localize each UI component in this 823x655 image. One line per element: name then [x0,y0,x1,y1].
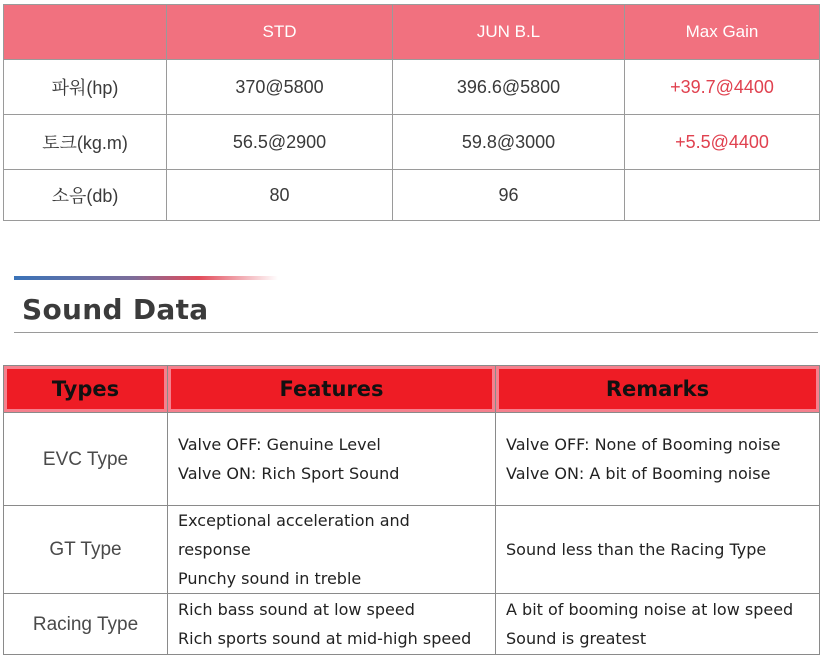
sound-features [168,506,496,594]
feature-line: Valve OFF: Genuine Level [178,435,381,454]
sound-header-features [168,366,496,413]
feature-line: Rich sports sound at mid-high speed [178,629,472,648]
sound-data-table [3,365,820,655]
gain-value: +5.5@4400 [625,115,820,170]
sound-remarks [496,413,820,506]
heading-divider [14,332,818,333]
feature-line: Rich bass sound at low speed [178,600,415,619]
table-row [4,170,820,221]
sound-header-types-label: Types [7,369,164,409]
std-value: 56.5@2900 [167,115,393,170]
section-title: Sound Data [22,293,209,326]
row-label: 소음(db) [4,170,167,221]
sound-header-features-label: Features [171,369,492,409]
sound-header-remarks-label: Remarks [499,369,816,409]
sound-header-remarks [496,366,820,413]
performance-table [3,4,820,221]
jun-value: 96 [393,170,625,221]
sound-remarks [496,506,820,594]
sound-header-types [4,366,168,413]
performance-header-gain: Max Gain [625,5,820,60]
table-row [4,60,820,115]
std-value: 370@5800 [167,60,393,115]
sound-header-row [4,366,820,413]
performance-header-corner [4,5,167,60]
sound-type: Racing Type [4,594,168,655]
feature-line: Valve ON: Rich Sport Sound [178,464,400,483]
table-row [4,594,820,655]
table-row [4,413,820,506]
remark-line: Valve OFF: None of Booming noise [506,435,781,454]
remark-line: Sound less than the Racing Type [506,540,767,559]
table-row [4,115,820,170]
heading-accent-bar [14,276,278,280]
gain-value [625,170,820,221]
sound-type: GT Type [4,506,168,594]
performance-header-jun: JUN B.L [393,5,625,60]
gain-value: +39.7@4400 [625,60,820,115]
table-row [4,506,820,594]
remark-line: Sound is greatest [506,629,647,648]
remark-line: Valve ON: A bit of Booming noise [506,464,771,483]
sound-type: EVC Type [4,413,168,506]
feature-line: Exceptional acceleration and response [178,511,410,559]
std-value: 80 [167,170,393,221]
sound-remarks [496,594,820,655]
sound-features [168,594,496,655]
performance-header-row [4,5,820,60]
remark-line: A bit of booming noise at low speed [506,600,794,619]
sound-features [168,413,496,506]
jun-value: 396.6@5800 [393,60,625,115]
performance-header-std: STD [167,5,393,60]
row-label: 토크(kg.m) [4,115,167,170]
row-label: 파워(hp) [4,60,167,115]
jun-value: 59.8@3000 [393,115,625,170]
feature-line: Punchy sound in treble [178,569,362,588]
